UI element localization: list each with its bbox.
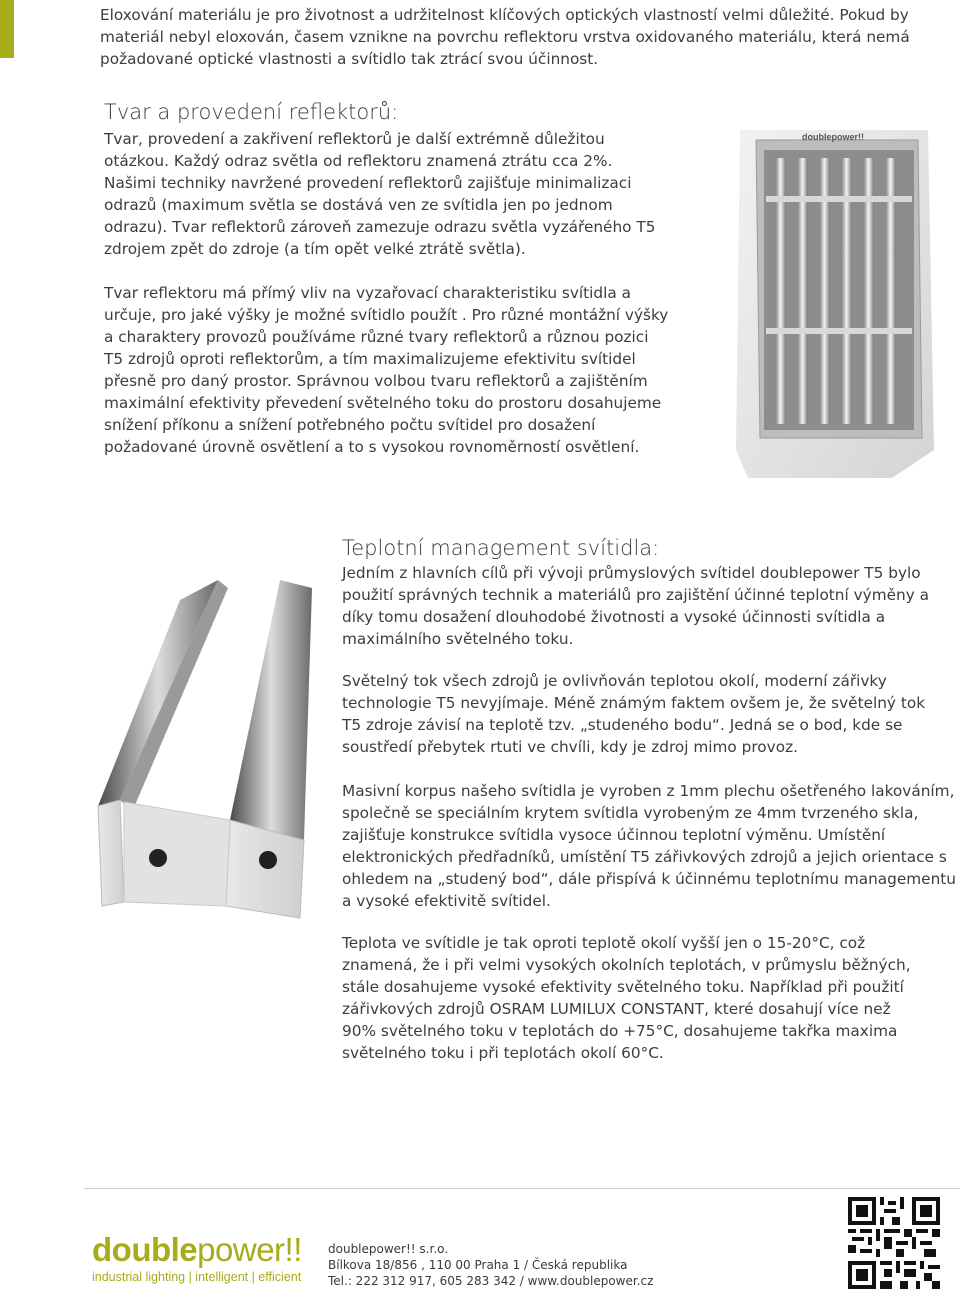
footer-divider <box>84 1188 960 1189</box>
reflectors-paragraph-1: Tvar, provedení a zakřivení reflektorů je další extrémně důležitou otázkou. Každý odraz světla od reflektoru znamená ztrátu cca 2%. Našimi techniky navržené provedení reflektorů zajišťuje minimalizaci odrazů (maximum světla se dostává ven ze svítidla jen po jednom odrazu). Tvar reflektorů zároveň zamezuje odrazu světla vyzářeného T5 zdrojem zpět do zdroje (a tím opět velké ztrátě světla). <box>104 130 656 258</box>
accent-bar <box>0 0 14 58</box>
company-tagline: industrial lighting | intelligent | efficient <box>92 1270 302 1284</box>
thermal-paragraph-1: Jedním z hlavních cílů při vývoji průmyslových svítidel doublepower T5 bylo použití správných technik a materiálů pro zajištění účinné teplotní výměny a díky tomu dosažení dlouhodobé životnosti a vysoké účinnosti svítidla a maximálního světelného toku. <box>342 564 930 648</box>
luminaire-photo-top <box>696 100 960 500</box>
thermal-heading: Teplotní management svítidla: <box>342 536 660 560</box>
footer-address: Bílkova 18/856 , 110 00 Praha 1 / Česká republika <box>328 1258 628 1272</box>
fixture-brand-label: doublepower!! <box>802 132 864 142</box>
footer-contact[interactable]: Tel.: 222 312 917, 605 283 342 / www.doublepower.cz <box>328 1274 654 1288</box>
luminaire-photo-side <box>80 540 330 920</box>
thermal-paragraph-3: Masivní korpus našeho svítidla je vyroben z 1mm plechu ošetřeného lakováním, společně se speciálním krytem svítidla vyrobeným ze 4mm tvrzeného skla, zajišťuje konstrukce svítidla vysoce účinnou teplotní výměnu. Umístění elektronických předřadníků, umístění T5 zářivkových zdrojů a jejich orientace s ohledem na „studený bod“, dále přispívá k účinnému teplotnímu managementu a vysoké efektivitě svítidel. <box>342 782 956 910</box>
logo-light-part: power!! <box>197 1231 302 1268</box>
footer-company-name: doublepower!! s.r.o. <box>328 1242 449 1256</box>
reflectors-heading: Tvar a provedení reflektorů: <box>104 100 399 124</box>
intro-paragraph: Eloxování materiálu je pro životnost a udržitelnost klíčových optických vlastností velmi důležité. Pokud by materiál nebyl eloxován, časem vznikne na povrchu reflektoru vrstva oxidovaného materiálu, která nemá požadované optické vlastnosti a svítidlo tak ztrácí svou účinnost. <box>100 6 910 68</box>
logo-bold-part: double <box>92 1231 198 1268</box>
thermal-paragraph-2: Světelný tok všech zdrojů je ovlivňován teplotou okolí, moderní zářivky technologie T5 nevyjímaje. Méně známým faktem ovšem je, že světelný tok T5 zdroje závisí na teplotě tzv. „studeného bodu“. Jedná se o bod, kde se soustředí přebytek rtuti ve chvíli, kdy je zdroj mimo provoz. <box>342 672 926 756</box>
reflectors-paragraph-2: Tvar reflektoru má přímý vliv na vyzařovací charakteristiku svítidla a určuje, pro jaké výšky je možné svítidlo použít . Pro různé montážní výšky a charaktery provozů používáme různé tvary reflektorů a různou pozici T5 zdrojů oproti reflektorům, a tím maximalizujeme efektivitu svítidel přesně pro daný prostor. Správnou volbou tvaru reflektorů a zajištěním maximální efektivity převedení světelného toku do prostoru dosahujeme snížení příkonu a snížení potřebného počtu svítidel pro dosažení požadované úrovně osvětlení a to s vysokou rovnoměrností osvětlení. <box>104 284 669 456</box>
company-logo <box>92 1232 302 1268</box>
thermal-paragraph-4: Teplota ve svítidle je tak oproti teplotě okolí vyšší jen o 15-20°C, což znamená, že i při velmi vysokých okolních teplotách, v průmyslu běžných, stále dosahujeme vysoké efektivity světelného toku. Například při použití zářivkových zdrojů OSRAM LUMILUX CONSTANT, které dosahují více než 90% světelného toku v teplotách do +75°C, dosahujeme takřka maxima světelného toku i při teplotách okolí 60°C. <box>342 934 911 1062</box>
qr-code <box>848 1197 940 1289</box>
